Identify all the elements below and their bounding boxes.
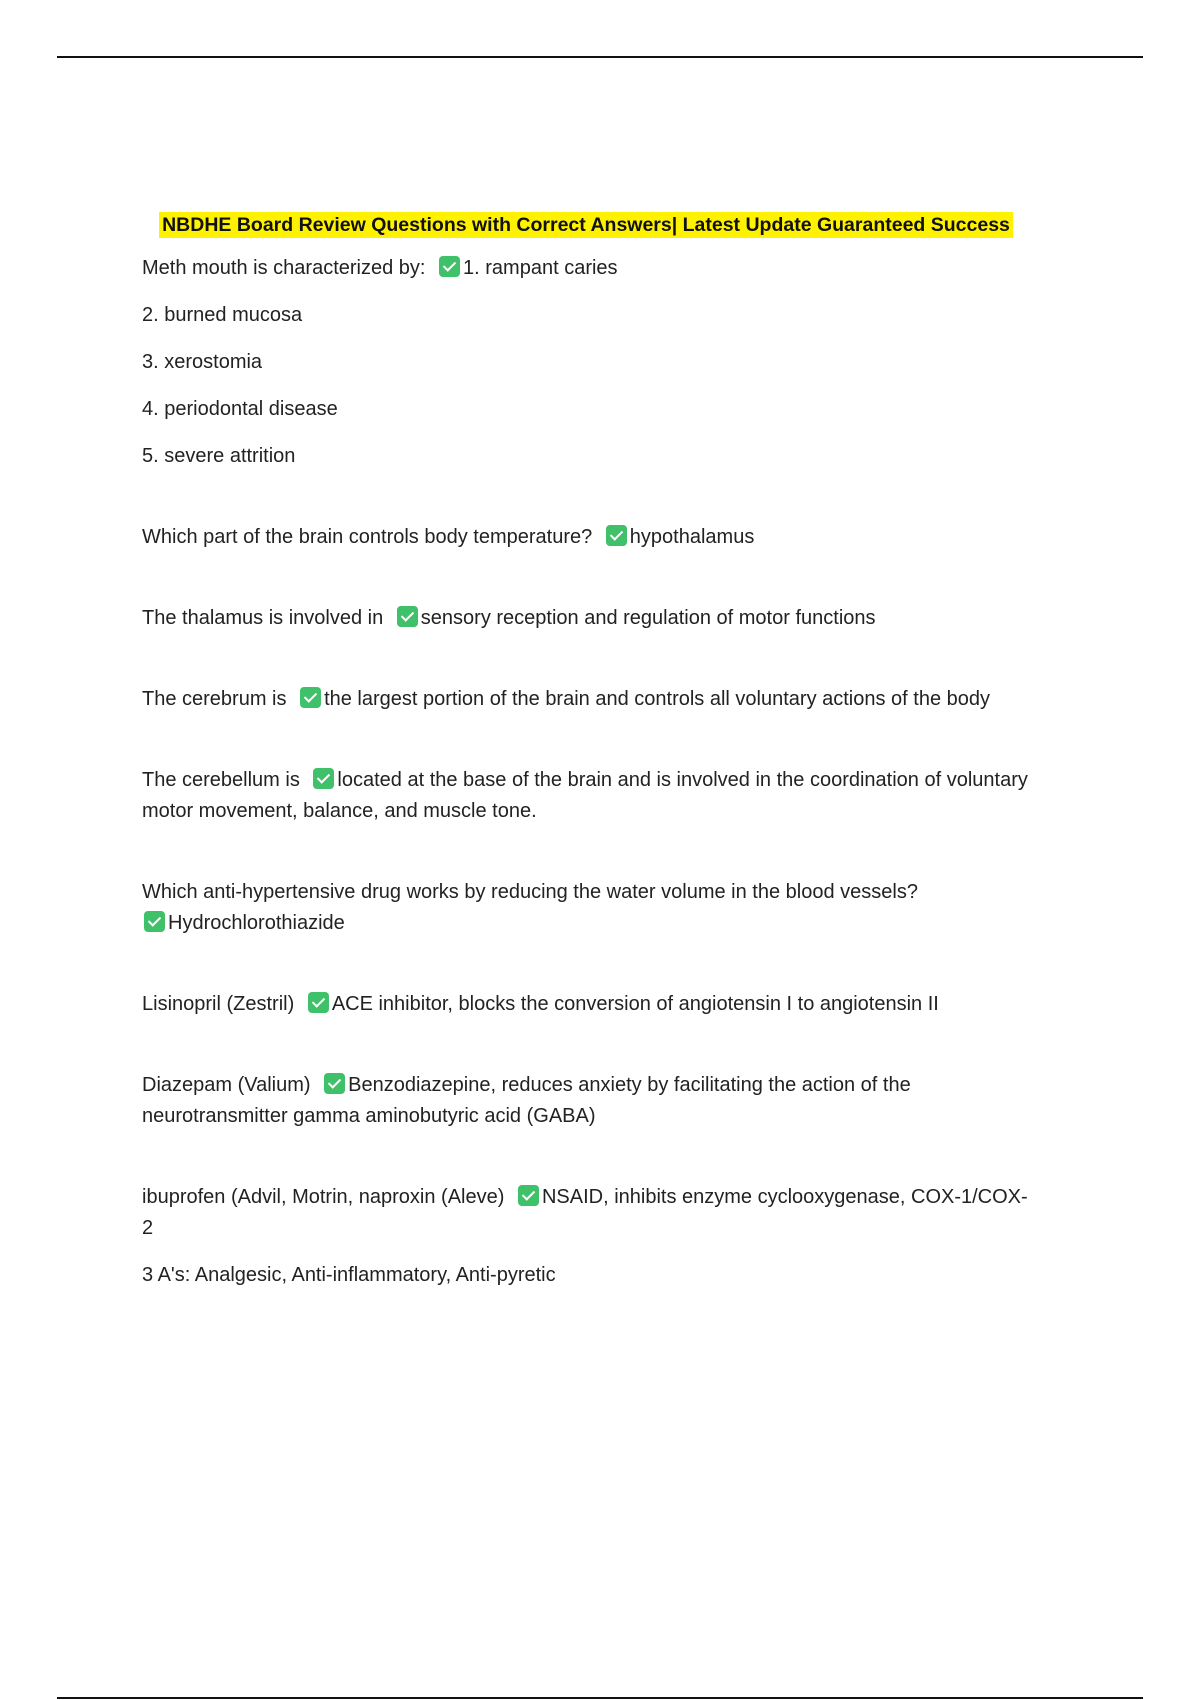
qa-item: [142, 522, 1032, 553]
check-mark-icon: [324, 1073, 345, 1094]
list-item: 3. xerostomia: [142, 351, 263, 373]
question-text: Diazepam (Valium): [142, 1074, 311, 1096]
list-item: 4. periodontal disease: [142, 398, 338, 420]
question-text: The cerebellum is: [142, 769, 300, 791]
answer-text: 1. rampant caries: [463, 257, 618, 279]
check-mark-icon: [300, 687, 321, 708]
qa-item: [142, 1070, 1032, 1132]
nsaid-note: 3 A's: Analgesic, Anti-inflammatory, Anti-pyretic: [142, 1264, 556, 1286]
check-mark-icon: [308, 992, 329, 1013]
question-text: Which part of the brain controls body temperature?: [142, 526, 593, 548]
check-mark-icon: [439, 256, 460, 277]
check-mark-icon: [518, 1185, 539, 1206]
qa-item: [142, 603, 1032, 634]
answer-text: NSAID, inhibits enzyme cyclooxygenase, COX-1/COX-2: [142, 1186, 1028, 1239]
answer-text: the largest portion of the brain and controls all voluntary actions of the body: [324, 688, 991, 710]
check-mark-icon: [313, 768, 334, 789]
check-mark-icon: [397, 606, 418, 627]
top-rule: [57, 56, 1143, 58]
answer-text: Benzodiazepine, reduces anxiety by facilitating the action of the neurotransmitter gamma aminobutyric acid (GABA): [142, 1074, 911, 1127]
question-text: Meth mouth is characterized by:: [142, 257, 426, 279]
answer-text: Hydrochlorothiazide: [168, 912, 345, 934]
qa-item: [142, 253, 1032, 284]
check-mark-icon: [606, 525, 627, 546]
qa-item: [142, 989, 1032, 1020]
list-item: 2. burned mucosa: [142, 304, 303, 326]
bottom-rule: [57, 1697, 1143, 1699]
question-text: The cerebrum is: [142, 688, 287, 710]
question-text: ibuprofen (Advil, Motrin, naproxin (Aleve): [142, 1186, 505, 1208]
qa-item: [142, 765, 1032, 827]
question-text: Which anti-hypertensive drug works by reducing the water volume in the blood vessels?: [142, 881, 918, 903]
list-item: 5. severe attrition: [142, 445, 296, 467]
title-line: [122, 210, 1050, 241]
answer-text: ACE inhibitor, blocks the conversion of angiotensin I to angiotensin II: [331, 993, 939, 1015]
question-text: The thalamus is involved in: [142, 607, 384, 629]
qa-item: [142, 684, 1032, 715]
answer-text: located at the base of the brain and is involved in the coordination of voluntary motor movement, balance, and muscle tone.: [142, 769, 1028, 822]
answer-text: sensory reception and regulation of motor functions: [420, 607, 876, 629]
check-mark-icon: [144, 911, 165, 932]
document-body: [142, 210, 1032, 1307]
qa-item: [142, 1182, 1032, 1244]
question-text: Lisinopril (Zestril): [142, 993, 295, 1015]
document-title: NBDHE Board Review Questions with Correct Answers| Latest Update Guaranteed Success: [159, 212, 1013, 238]
answer-text: hypothalamus: [629, 526, 755, 548]
qa-item: [142, 877, 1032, 939]
